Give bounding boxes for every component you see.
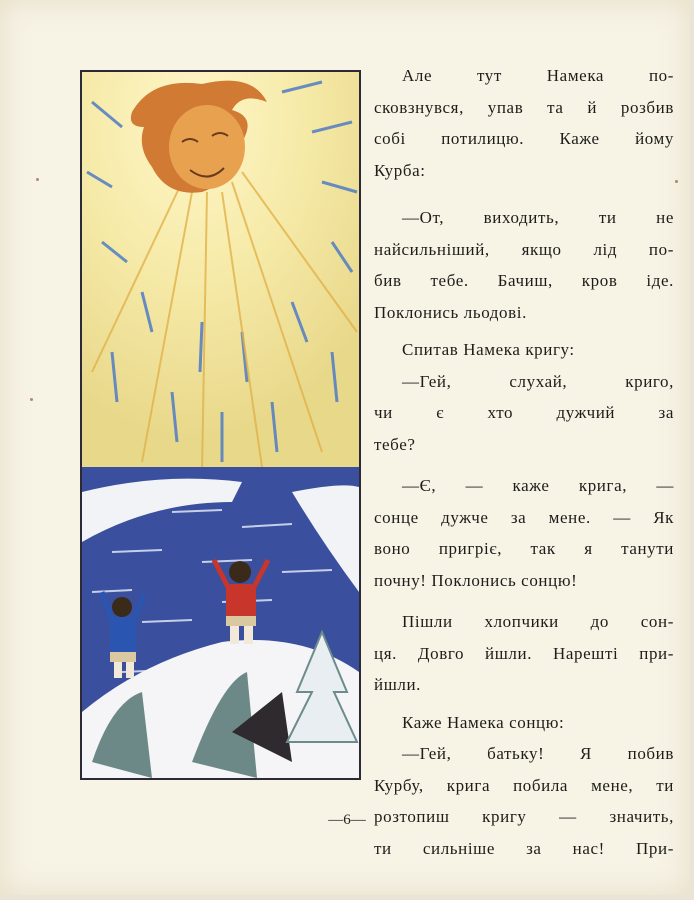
text-line: Каже Намека сонцю: xyxy=(402,712,565,732)
page-number: —6— xyxy=(328,812,366,828)
story-text xyxy=(374,60,674,864)
text-line: ця. Довго йшли. Нарешті при- xyxy=(374,643,674,663)
text-line: йшли. xyxy=(374,675,422,694)
text-line: бив тебе. Бачиш, кров іде. xyxy=(374,271,674,290)
illustration-sun-and-boys xyxy=(80,70,361,780)
text-line: почну! Поклонись сонцю! xyxy=(374,570,578,590)
text-line: Поклонись льодові. xyxy=(374,302,527,322)
text-line: Пішли хлопчики до сон- xyxy=(402,612,674,631)
text-line: —Гей, слухай, криго, xyxy=(402,371,674,391)
paper-speck xyxy=(675,180,678,183)
text-line: найсильніший, якщо лід по- xyxy=(374,239,674,259)
text-line: Спитав Намека кригу: xyxy=(402,340,575,359)
text-line: —Гей, батьку! Я побив xyxy=(402,744,674,763)
text-line: Але тут Намека по- xyxy=(402,66,674,85)
text-line: сонце дужче за мене. — Як xyxy=(374,507,674,527)
text-line: розтопиш кригу — значить, xyxy=(374,807,674,826)
text-line: воно пригріє, так я танути xyxy=(374,539,674,558)
text-line: ти сильніше за нас! При- xyxy=(374,838,674,858)
paper-speck xyxy=(36,178,39,181)
text-line: собі потилицю. Каже йому xyxy=(374,129,674,148)
text-line: Курба: xyxy=(374,160,426,180)
text-line: тебе? xyxy=(374,434,416,454)
text-line: Курбу, крига побила мене, ти xyxy=(374,775,674,795)
text-line: —Є, — каже крига, — xyxy=(402,476,674,495)
text-line: чи є хто дужчий за xyxy=(374,403,674,422)
paper-speck xyxy=(30,398,33,401)
text-line: сковзнувся, упав та й розбив xyxy=(374,97,674,117)
text-line: —От, виходить, ти не xyxy=(402,208,674,227)
